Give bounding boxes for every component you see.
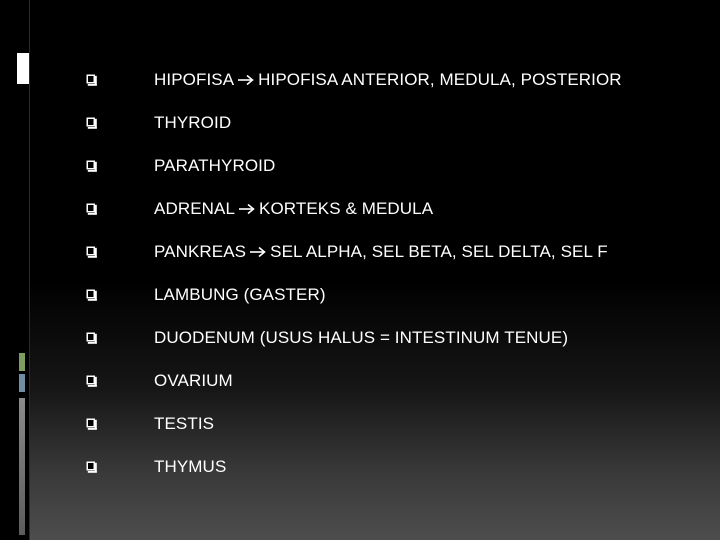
checkbox-square-icon xyxy=(86,288,97,300)
bullet-term: ADRENAL xyxy=(154,199,236,218)
bullet-text xyxy=(154,327,568,349)
bullet-term: DUODENUM (USUS HALUS = INTESTINUM TENUE) xyxy=(154,328,569,347)
bullet-detail: HIPOFISA ANTERIOR, MEDULA, POSTERIOR xyxy=(258,70,622,89)
bullet-item xyxy=(0,456,660,480)
bullet-term: PANKREAS xyxy=(154,242,247,261)
bullet-item xyxy=(0,69,660,93)
bullet-term: HIPOFISA xyxy=(154,70,235,89)
bullet-item xyxy=(0,284,660,308)
arrow-right-icon xyxy=(237,70,255,82)
bullet-item xyxy=(0,413,660,437)
bullet-item xyxy=(0,198,660,222)
bullet-item xyxy=(0,327,660,351)
bullet-text xyxy=(154,112,231,134)
bullet-term: THYROID xyxy=(154,113,232,132)
checkbox-square-icon xyxy=(86,73,97,85)
checkbox-square-icon xyxy=(86,417,97,429)
bullet-text xyxy=(154,198,433,220)
bullet-term: LAMBUNG (GASTER) xyxy=(154,285,326,304)
bullet-text xyxy=(154,370,233,392)
checkbox-square-icon xyxy=(86,116,97,128)
arrow-right-icon xyxy=(249,242,267,254)
checkbox-square-icon xyxy=(86,331,97,343)
checkbox-square-icon xyxy=(86,245,97,257)
bullet-text xyxy=(154,456,226,478)
checkbox-square-icon xyxy=(86,202,97,214)
checkbox-square-icon xyxy=(86,374,97,386)
bullet-item xyxy=(0,241,660,265)
checkbox-square-icon xyxy=(86,460,97,472)
bullet-detail: KORTEKS & MEDULA xyxy=(259,199,434,218)
bullet-text xyxy=(154,69,622,91)
bullet-term: TESTIS xyxy=(154,414,215,433)
bullet-item xyxy=(0,112,660,136)
arrow-right-icon xyxy=(238,199,256,211)
bullet-item xyxy=(0,370,660,394)
bullet-term: OVARIUM xyxy=(154,371,233,390)
bullet-term: PARATHYROID xyxy=(154,156,276,175)
bullet-detail: SEL ALPHA, SEL BETA, SEL DELTA, SEL F xyxy=(270,242,608,261)
bullet-text xyxy=(154,284,326,306)
bullet-text xyxy=(154,241,608,263)
bullet-text xyxy=(154,155,275,177)
checkbox-square-icon xyxy=(86,159,97,171)
bullet-text xyxy=(154,413,214,435)
bullet-item xyxy=(0,155,660,179)
bullet-term: THYMUS xyxy=(154,457,227,476)
accent-bar-green xyxy=(19,353,25,371)
